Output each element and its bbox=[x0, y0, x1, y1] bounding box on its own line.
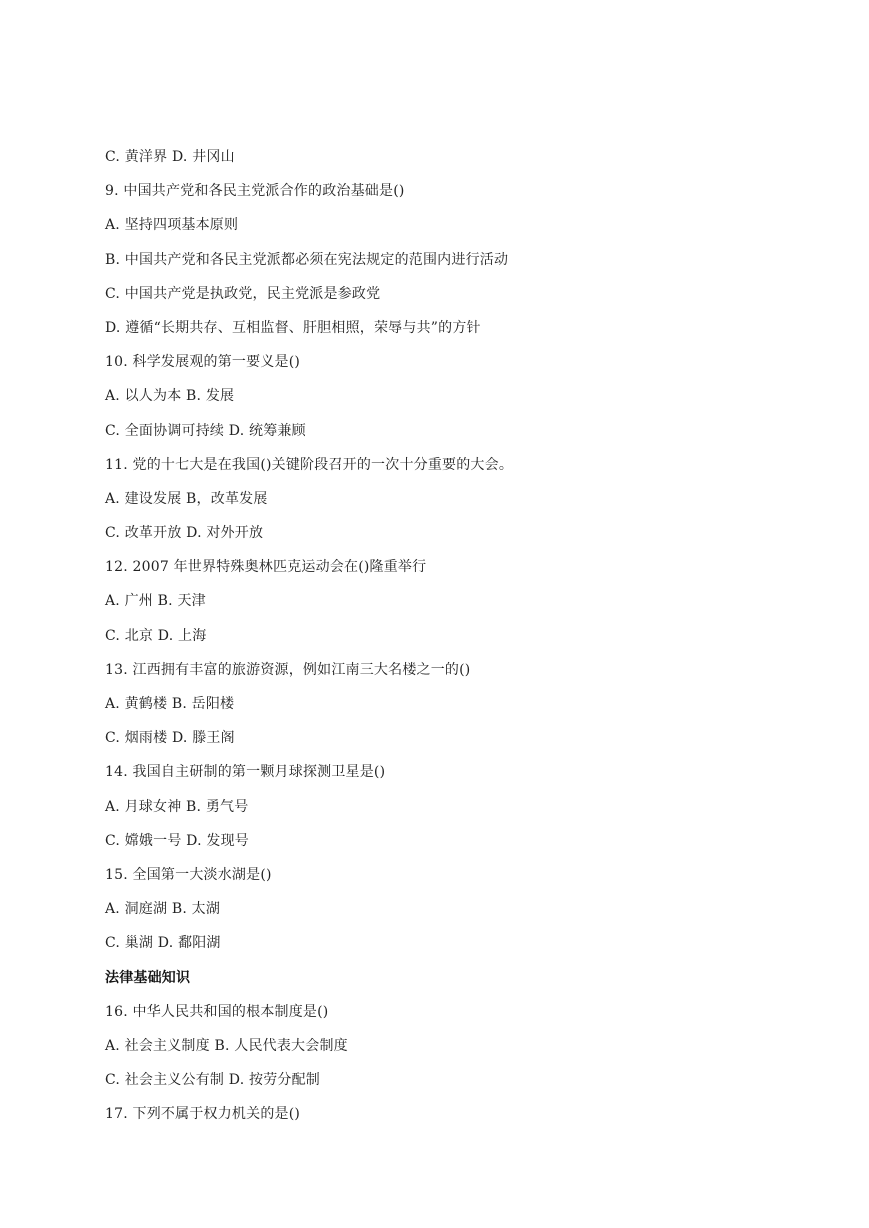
question-line: 17. 下列不属于权力机关的是() bbox=[105, 1106, 301, 1123]
option-line: C. 嫦娥一号 D. 发现号 bbox=[105, 832, 249, 849]
option-line: B. 中国共产党和各民主党派都必须在宪法规定的范围内进行活动 bbox=[105, 251, 509, 268]
question-line: 15. 全国第一大淡水湖是() bbox=[105, 866, 272, 883]
document-page bbox=[105, 143, 829, 1134]
option-line: A. 月球女神 B. 勇气号 bbox=[105, 798, 249, 815]
question-line: 14. 我国自主研制的第一颗月球探测卫星是() bbox=[105, 764, 386, 781]
section-heading: 法律基础知识 bbox=[105, 969, 191, 986]
option-line: A. 广州 B. 天津 bbox=[105, 593, 206, 610]
question-line: 13. 江西拥有丰富的旅游资源，例如江南三大名楼之一的() bbox=[105, 661, 471, 678]
option-line: A. 黄鹤楼 B. 岳阳楼 bbox=[105, 696, 235, 712]
option-line: C. 改革开放 D. 对外开放 bbox=[105, 525, 264, 542]
question-line: 16. 中华人民共和国的根本制度是() bbox=[105, 1003, 329, 1020]
question-line: 11. 党的十七大是在我国()关键阶段召开的一次十分重要的大会。 bbox=[105, 456, 514, 473]
option-line: A. 建设发展 B，改革发展 bbox=[105, 490, 268, 507]
option-line: C. 烟雨楼 D. 滕王阁 bbox=[105, 730, 235, 747]
option-line: C. 全面协调可持续 D. 统筹兼顾 bbox=[105, 422, 306, 439]
option-line: A. 坚持四项基本原则 bbox=[105, 217, 239, 234]
option-line: C. 黄洋界 D. 井冈山 bbox=[105, 149, 235, 165]
option-line: A. 洞庭湖 B. 太湖 bbox=[105, 901, 221, 918]
option-line: A. 以人为本 B. 发展 bbox=[105, 388, 235, 405]
option-line: C. 社会主义公有制 D. 按劳分配制 bbox=[105, 1072, 320, 1089]
question-line: 12. 2007 年世界特殊奥林匹克运动会在()隆重举行 bbox=[105, 559, 427, 576]
question-line: 10. 科学发展观的第一要义是() bbox=[105, 354, 301, 371]
option-line: D. 遵循“长期共存、互相监督、肝胆相照，荣辱与共”的方针 bbox=[105, 319, 481, 336]
option-line: C. 中国共产党是执政党，民主党派是参政党 bbox=[105, 285, 381, 302]
option-line: C. 巢湖 D. 鄱阳湖 bbox=[105, 935, 221, 952]
option-line: C. 北京 D. 上海 bbox=[105, 627, 207, 644]
option-line: A. 社会主义制度 B. 人民代表大会制度 bbox=[105, 1037, 348, 1054]
question-line: 9. 中国共产党和各民主党派合作的政治基础是() bbox=[105, 183, 405, 200]
